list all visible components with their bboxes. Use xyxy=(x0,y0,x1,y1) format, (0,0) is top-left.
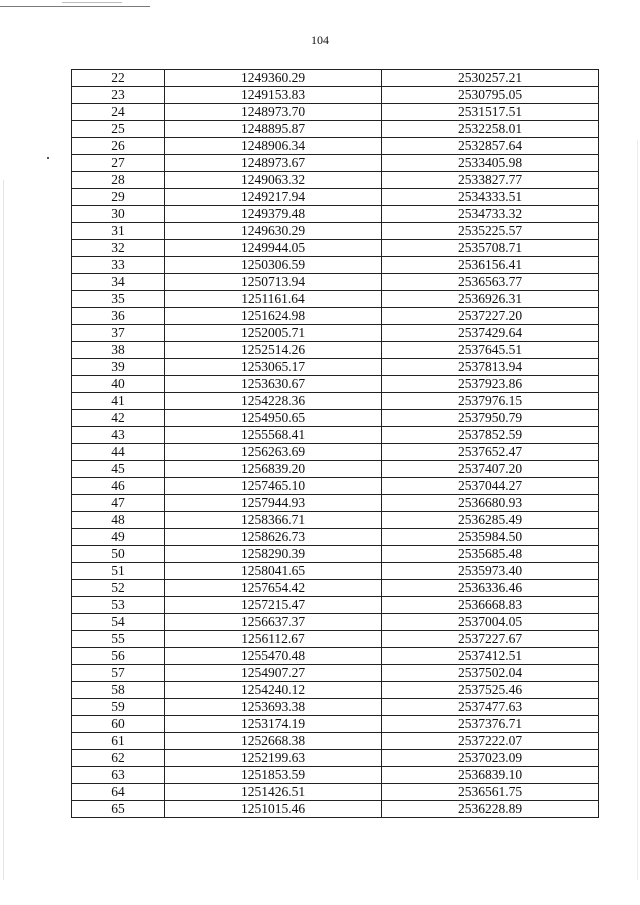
x-coordinate-cell: 1251426.51 xyxy=(165,784,382,801)
y-coordinate-cell: 2537652.47 xyxy=(382,444,599,461)
table-row xyxy=(72,750,599,767)
table-row xyxy=(72,597,599,614)
x-coordinate-cell: 1248973.67 xyxy=(165,155,382,172)
y-coordinate-cell: 2533405.98 xyxy=(382,155,599,172)
coordinates-table xyxy=(71,69,599,818)
point-number-cell: 42 xyxy=(72,410,165,427)
x-coordinate-cell: 1251015.46 xyxy=(165,801,382,818)
x-coordinate-cell: 1249630.29 xyxy=(165,223,382,240)
y-coordinate-cell: 2535973.40 xyxy=(382,563,599,580)
y-coordinate-cell: 2536926.31 xyxy=(382,291,599,308)
x-coordinate-cell: 1257944.93 xyxy=(165,495,382,512)
point-number-cell: 36 xyxy=(72,308,165,325)
y-coordinate-cell: 2537502.04 xyxy=(382,665,599,682)
y-coordinate-cell: 2532857.64 xyxy=(382,138,599,155)
table-row xyxy=(72,121,599,138)
table-row xyxy=(72,801,599,818)
scan-artifact-line xyxy=(0,6,150,7)
point-number-cell: 59 xyxy=(72,699,165,716)
y-coordinate-cell: 2534333.51 xyxy=(382,189,599,206)
point-number-cell: 47 xyxy=(72,495,165,512)
point-number-cell: 53 xyxy=(72,597,165,614)
table-row xyxy=(72,104,599,121)
table-row xyxy=(72,563,599,580)
x-coordinate-cell: 1256637.37 xyxy=(165,614,382,631)
table-row xyxy=(72,478,599,495)
y-coordinate-cell: 2532258.01 xyxy=(382,121,599,138)
x-coordinate-cell: 1249360.29 xyxy=(165,70,382,87)
y-coordinate-cell: 2536156.41 xyxy=(382,257,599,274)
point-number-cell: 56 xyxy=(72,648,165,665)
x-coordinate-cell: 1258290.39 xyxy=(165,546,382,563)
y-coordinate-cell: 2535984.50 xyxy=(382,529,599,546)
x-coordinate-cell: 1249217.94 xyxy=(165,189,382,206)
x-coordinate-cell: 1258366.71 xyxy=(165,512,382,529)
table-row xyxy=(72,87,599,104)
point-number-cell: 52 xyxy=(72,580,165,597)
x-coordinate-cell: 1256112.67 xyxy=(165,631,382,648)
table-row xyxy=(72,359,599,376)
table-row xyxy=(72,546,599,563)
point-number-cell: 64 xyxy=(72,784,165,801)
table-row xyxy=(72,495,599,512)
point-number-cell: 62 xyxy=(72,750,165,767)
point-number-cell: 22 xyxy=(72,70,165,87)
y-coordinate-cell: 2536285.49 xyxy=(382,512,599,529)
y-coordinate-cell: 2530795.05 xyxy=(382,87,599,104)
y-coordinate-cell: 2536561.75 xyxy=(382,784,599,801)
y-coordinate-cell: 2537376.71 xyxy=(382,716,599,733)
x-coordinate-cell: 1255568.41 xyxy=(165,427,382,444)
y-coordinate-cell: 2537227.20 xyxy=(382,308,599,325)
y-coordinate-cell: 2537429.64 xyxy=(382,325,599,342)
point-number-cell: 23 xyxy=(72,87,165,104)
x-coordinate-cell: 1254950.65 xyxy=(165,410,382,427)
table-row xyxy=(72,189,599,206)
y-coordinate-cell: 2536839.10 xyxy=(382,767,599,784)
point-number-cell: 26 xyxy=(72,138,165,155)
table-row xyxy=(72,784,599,801)
table-row xyxy=(72,631,599,648)
x-coordinate-cell: 1254228.36 xyxy=(165,393,382,410)
x-coordinate-cell: 1254240.12 xyxy=(165,682,382,699)
point-number-cell: 55 xyxy=(72,631,165,648)
x-coordinate-cell: 1254907.27 xyxy=(165,665,382,682)
x-coordinate-cell: 1249379.48 xyxy=(165,206,382,223)
y-coordinate-cell: 2536336.46 xyxy=(382,580,599,597)
point-number-cell: 35 xyxy=(72,291,165,308)
table-row xyxy=(72,155,599,172)
x-coordinate-cell: 1249153.83 xyxy=(165,87,382,104)
x-coordinate-cell: 1251161.64 xyxy=(165,291,382,308)
table-row xyxy=(72,291,599,308)
point-number-cell: 57 xyxy=(72,665,165,682)
point-number-cell: 32 xyxy=(72,240,165,257)
y-coordinate-cell: 2536680.93 xyxy=(382,495,599,512)
table-row xyxy=(72,325,599,342)
point-number-cell: 60 xyxy=(72,716,165,733)
table-row xyxy=(72,223,599,240)
table-row xyxy=(72,257,599,274)
page-number: 104 xyxy=(311,33,329,47)
table-row xyxy=(72,308,599,325)
x-coordinate-cell: 1249063.32 xyxy=(165,172,382,189)
scan-edge-left xyxy=(3,180,4,880)
x-coordinate-cell: 1248906.34 xyxy=(165,138,382,155)
x-coordinate-cell: 1253065.17 xyxy=(165,359,382,376)
table-row xyxy=(72,206,599,223)
y-coordinate-cell: 2537950.79 xyxy=(382,410,599,427)
point-number-cell: 43 xyxy=(72,427,165,444)
x-coordinate-cell: 1250306.59 xyxy=(165,257,382,274)
scan-edge-right xyxy=(637,140,638,880)
y-coordinate-cell: 2531517.51 xyxy=(382,104,599,121)
x-coordinate-cell: 1258626.73 xyxy=(165,529,382,546)
x-coordinate-cell: 1252514.26 xyxy=(165,342,382,359)
point-number-cell: 31 xyxy=(72,223,165,240)
table-row xyxy=(72,716,599,733)
x-coordinate-cell: 1251853.59 xyxy=(165,767,382,784)
y-coordinate-cell: 2537023.09 xyxy=(382,750,599,767)
point-number-cell: 58 xyxy=(72,682,165,699)
point-number-cell: 41 xyxy=(72,393,165,410)
x-coordinate-cell: 1250713.94 xyxy=(165,274,382,291)
scan-speck xyxy=(47,157,49,159)
y-coordinate-cell: 2537227.67 xyxy=(382,631,599,648)
point-number-cell: 51 xyxy=(72,563,165,580)
x-coordinate-cell: 1256263.69 xyxy=(165,444,382,461)
point-number-cell: 61 xyxy=(72,733,165,750)
table-row xyxy=(72,70,599,87)
y-coordinate-cell: 2535225.57 xyxy=(382,223,599,240)
table-row xyxy=(72,410,599,427)
table-row xyxy=(72,512,599,529)
x-coordinate-cell: 1257215.47 xyxy=(165,597,382,614)
y-coordinate-cell: 2536228.89 xyxy=(382,801,599,818)
table-row xyxy=(72,648,599,665)
table-row xyxy=(72,699,599,716)
table-row xyxy=(72,427,599,444)
point-number-cell: 27 xyxy=(72,155,165,172)
y-coordinate-cell: 2537813.94 xyxy=(382,359,599,376)
table-row xyxy=(72,614,599,631)
point-number-cell: 39 xyxy=(72,359,165,376)
table-row xyxy=(72,444,599,461)
y-coordinate-cell: 2535708.71 xyxy=(382,240,599,257)
point-number-cell: 30 xyxy=(72,206,165,223)
point-number-cell: 63 xyxy=(72,767,165,784)
x-coordinate-cell: 1251624.98 xyxy=(165,308,382,325)
y-coordinate-cell: 2537525.46 xyxy=(382,682,599,699)
y-coordinate-cell: 2537412.51 xyxy=(382,648,599,665)
x-coordinate-cell: 1252199.63 xyxy=(165,750,382,767)
y-coordinate-cell: 2537645.51 xyxy=(382,342,599,359)
x-coordinate-cell: 1255470.48 xyxy=(165,648,382,665)
x-coordinate-cell: 1253630.67 xyxy=(165,376,382,393)
scan-artifact-line xyxy=(62,2,122,3)
table-row xyxy=(72,580,599,597)
point-number-cell: 37 xyxy=(72,325,165,342)
x-coordinate-cell: 1258041.65 xyxy=(165,563,382,580)
y-coordinate-cell: 2537222.07 xyxy=(382,733,599,750)
point-number-cell: 33 xyxy=(72,257,165,274)
x-coordinate-cell: 1257465.10 xyxy=(165,478,382,495)
table-row xyxy=(72,172,599,189)
point-number-cell: 40 xyxy=(72,376,165,393)
y-coordinate-cell: 2533827.77 xyxy=(382,172,599,189)
table-row xyxy=(72,274,599,291)
point-number-cell: 48 xyxy=(72,512,165,529)
table-row xyxy=(72,529,599,546)
y-coordinate-cell: 2537923.86 xyxy=(382,376,599,393)
point-number-cell: 44 xyxy=(72,444,165,461)
point-number-cell: 50 xyxy=(72,546,165,563)
y-coordinate-cell: 2530257.21 xyxy=(382,70,599,87)
table-row xyxy=(72,393,599,410)
table-row xyxy=(72,342,599,359)
x-coordinate-cell: 1252005.71 xyxy=(165,325,382,342)
y-coordinate-cell: 2537407.20 xyxy=(382,461,599,478)
x-coordinate-cell: 1253693.38 xyxy=(165,699,382,716)
x-coordinate-cell: 1248895.87 xyxy=(165,121,382,138)
table-row xyxy=(72,376,599,393)
table-row xyxy=(72,240,599,257)
point-number-cell: 46 xyxy=(72,478,165,495)
table-row xyxy=(72,733,599,750)
table-row xyxy=(72,767,599,784)
point-number-cell: 54 xyxy=(72,614,165,631)
point-number-cell: 25 xyxy=(72,121,165,138)
y-coordinate-cell: 2537004.05 xyxy=(382,614,599,631)
point-number-cell: 65 xyxy=(72,801,165,818)
table-row xyxy=(72,665,599,682)
y-coordinate-cell: 2536668.83 xyxy=(382,597,599,614)
point-number-cell: 29 xyxy=(72,189,165,206)
point-number-cell: 24 xyxy=(72,104,165,121)
x-coordinate-cell: 1252668.38 xyxy=(165,733,382,750)
y-coordinate-cell: 2537044.27 xyxy=(382,478,599,495)
x-coordinate-cell: 1249944.05 xyxy=(165,240,382,257)
y-coordinate-cell: 2537477.63 xyxy=(382,699,599,716)
coordinates-table-body xyxy=(72,70,599,818)
x-coordinate-cell: 1256839.20 xyxy=(165,461,382,478)
point-number-cell: 34 xyxy=(72,274,165,291)
x-coordinate-cell: 1253174.19 xyxy=(165,716,382,733)
y-coordinate-cell: 2535685.48 xyxy=(382,546,599,563)
y-coordinate-cell: 2536563.77 xyxy=(382,274,599,291)
x-coordinate-cell: 1248973.70 xyxy=(165,104,382,121)
table-row xyxy=(72,682,599,699)
y-coordinate-cell: 2534733.32 xyxy=(382,206,599,223)
point-number-cell: 28 xyxy=(72,172,165,189)
point-number-cell: 38 xyxy=(72,342,165,359)
y-coordinate-cell: 2537852.59 xyxy=(382,427,599,444)
table-row xyxy=(72,138,599,155)
y-coordinate-cell: 2537976.15 xyxy=(382,393,599,410)
point-number-cell: 45 xyxy=(72,461,165,478)
table-row xyxy=(72,461,599,478)
point-number-cell: 49 xyxy=(72,529,165,546)
x-coordinate-cell: 1257654.42 xyxy=(165,580,382,597)
